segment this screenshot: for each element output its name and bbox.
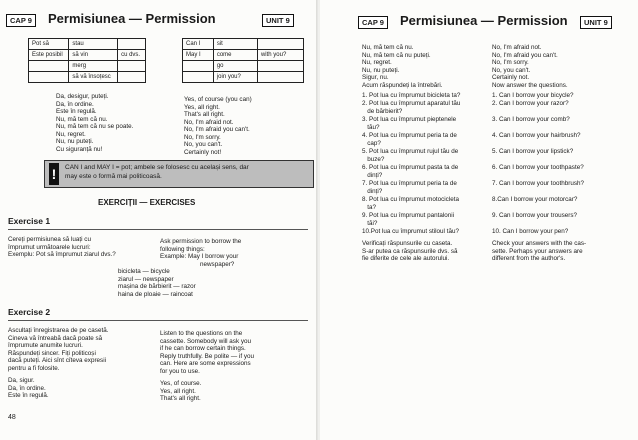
question-line: tău? — [362, 124, 380, 131]
note-banner — [44, 160, 314, 188]
instruction-line: Cereți permisiunea să luați cu — [8, 236, 91, 243]
intro-line: No, I'm sorry. — [492, 59, 529, 66]
reply-line: Este în regulă. — [56, 108, 97, 115]
exclamation-icon: ! — [49, 163, 59, 185]
question-line: 10.Pot lua cu împrumut stiloul tău? — [362, 228, 459, 235]
grid-cell: să vin — [69, 50, 118, 61]
grid-cell: come — [213, 50, 257, 61]
question-line: 6. Pot lua cu împrumut pasta ta de — [362, 164, 459, 171]
question-line: 8.Can I borrow your motorcar? — [492, 196, 578, 203]
check-line: S-ar putea ca răspunsurile dvs. să — [362, 247, 458, 255]
reply-line: No, I'm afraid not. — [184, 118, 234, 126]
grid-cell: sit — [213, 39, 257, 50]
reply-line: That's all right. — [184, 111, 225, 118]
check-line: different from the author's. — [492, 255, 566, 262]
question-line: 3. Can I borrow your comb? — [492, 116, 570, 123]
instruction-line: pentru a fi folosite. — [8, 364, 60, 372]
note-line: may este o formă mai politicoasă. — [65, 173, 162, 180]
instruction-line: împrumute anumite lucruri. — [8, 342, 83, 349]
check-line: sette. Perhaps your answers are — [492, 247, 583, 255]
instruction-line: following things: — [160, 245, 205, 253]
reply-line: No, you can't. — [184, 141, 223, 148]
intro-line: No, I'm afraid not. — [492, 44, 542, 51]
romanian-phrase-grid — [28, 38, 146, 83]
instruction-line: Listen to the questions on the — [160, 330, 243, 337]
check-line: Check your answers with the cas- — [492, 240, 587, 247]
reply-line: Cu siguranță nu! — [56, 145, 103, 153]
question-line: 1. Can I borrow your bicycle? — [492, 92, 574, 99]
answer-line: Este în regulă. — [8, 392, 49, 399]
instruction-line: Ascultați înregistrarea de pe casetă. — [8, 327, 109, 334]
grid-cell — [183, 72, 214, 83]
question-line: dinți? — [362, 172, 383, 179]
instruction-line: newspaper? — [200, 260, 235, 268]
question-line: dinți? — [362, 188, 383, 195]
grid-cell: merg — [69, 61, 118, 72]
instruction-line: for you to use. — [160, 367, 200, 375]
question-line: 4. Can I borrow your hairbrush? — [492, 132, 581, 139]
instruction-line: if he can borrow certain things. — [160, 345, 246, 352]
instruction-line: Example: May I borrow your — [160, 253, 239, 260]
vocab-item: haina de ploaie — raincoat — [118, 290, 193, 298]
vocab-item: bicicleta — bicycle — [118, 268, 170, 275]
instruction-line: Acum răspundeți la întrebări. — [362, 82, 443, 89]
check-line: Verificați răspunsurile cu caseta. — [362, 240, 453, 247]
reply-line: Nu, mă tem că nu. — [56, 115, 108, 123]
instruction-line: Now answer the questions. — [492, 82, 568, 89]
grid-cell — [257, 61, 303, 72]
intro-line: Nu, mă tem că nu puteți. — [362, 51, 431, 59]
instruction-line: Răspundeți sincer. Fiți politicoși — [8, 349, 96, 357]
question-line: 9. Pot lua cu împrumut pantalonii — [362, 212, 455, 219]
instruction-line: cassette. Somebody will ask you — [160, 337, 251, 345]
question-line: ta? — [362, 204, 377, 211]
divider — [8, 229, 308, 230]
grid-cell: May I — [183, 50, 214, 61]
question-line: 7. Can I borrow your toothbrush? — [492, 180, 585, 187]
check-line: fie diferite de cele ale autorului. — [362, 255, 450, 262]
reply-line: No, I'm afraid you can't. — [184, 126, 250, 133]
question-line: 1. Pot lua cu împrumut bicicleta ta? — [362, 92, 461, 99]
vocab-item: mașina de bărbierit — razor — [118, 283, 196, 290]
reply-line: No, I'm sorry. — [184, 133, 221, 141]
grid-cell — [29, 72, 69, 83]
divider — [8, 320, 308, 321]
reply-line: Da, în ordine. — [56, 100, 94, 108]
reply-line: Nu, mă tem că nu se poate. — [56, 123, 134, 130]
grid-cell: Can I — [183, 39, 214, 50]
grid-cell — [257, 72, 303, 83]
grid-cell: join you? — [213, 72, 257, 83]
page-number: 48 — [8, 414, 16, 421]
grid-cell — [118, 39, 146, 50]
right-page — [320, 0, 638, 440]
intro-line: No, I'm afraid you can't. — [492, 51, 558, 59]
intro-line: Certainly not. — [492, 74, 530, 81]
grid-cell: go — [213, 61, 257, 72]
grid-cell — [29, 61, 69, 72]
instruction-line: dacă puteți. Aici sînt cîteva expresii — [8, 357, 107, 364]
reply-line: Yes, of course (you can) — [184, 96, 252, 103]
instruction-line: Cineva vă întreabă dacă poate să — [8, 334, 103, 342]
question-line: 2. Pot lua cu împrumut aparatul tău — [362, 100, 461, 107]
grid-cell: Pot să — [29, 39, 69, 50]
grid-cell: cu dvs. — [118, 50, 146, 61]
reply-line: Nu, nu puteți. — [56, 138, 94, 145]
grid-cell: with you? — [257, 50, 303, 61]
question-line: 5. Pot lua cu împrumut rujul tău de — [362, 148, 459, 155]
reply-line: Da, desigur, puteți. — [56, 93, 109, 100]
question-line: tăi? — [362, 220, 378, 227]
answer-line: Da, în ordine. — [8, 384, 46, 392]
question-line: 6. Can I borrow your toothpaste? — [492, 164, 584, 171]
question-line: 7. Pot lua cu împrumut peria ta de — [362, 180, 457, 187]
chapter-label: CAP 9 — [6, 14, 36, 27]
reply-line: Certainly not! — [184, 148, 222, 156]
instruction-line: împrumut următoarele lucruri: — [8, 243, 91, 251]
page-title: Permisiunea — Permission — [400, 13, 568, 28]
exercise-2-heading: Exercise 2 — [8, 307, 51, 317]
question-line: cap? — [362, 140, 381, 147]
question-line: 9. Can I borrow your trousers? — [492, 212, 578, 219]
exercise-1-heading: Exercise 1 — [8, 216, 51, 226]
question-line: de bărbierit? — [362, 108, 403, 115]
answer-line: Yes, of course. — [160, 380, 202, 387]
instruction-line: can. Here are some expressions — [160, 360, 251, 367]
exercises-heading: EXERCIȚII — EXERCISES — [98, 198, 196, 207]
intro-line: No, you can't. — [492, 66, 531, 74]
unit-label: UNIT 9 — [262, 14, 294, 27]
answer-line: That's all right. — [160, 395, 201, 402]
question-line: 3. Pot lua cu împrumut pieptenele — [362, 116, 457, 123]
grid-cell — [257, 39, 303, 50]
unit-label: UNIT 9 — [580, 16, 612, 29]
grid-cell: Este posibil — [29, 50, 69, 61]
answer-line: Da, sigur. — [8, 377, 35, 384]
english-phrase-grid — [182, 38, 304, 83]
reply-line: Nu, regret. — [56, 130, 86, 138]
answer-line: Yes, all right. — [160, 387, 196, 395]
question-line: 8. Pot lua cu împrumut motocicleta — [362, 196, 459, 203]
instruction-line: Reply truthfully. Be polite — if you — [160, 352, 255, 360]
note-line: CAN I and MAY I = pot; ambele se folosesc cu același sens, dar — [65, 164, 249, 171]
grid-cell: stau — [69, 39, 118, 50]
reply-line: Yes, all right. — [184, 103, 220, 111]
question-line: 2. Can I borrow your razor? — [492, 100, 569, 107]
question-line: 10. Can I borrow your pen? — [492, 228, 569, 235]
page-title: Permisiunea — Permission — [48, 11, 216, 26]
left-page — [0, 0, 318, 440]
grid-cell — [118, 72, 146, 83]
grid-cell: să vă însoțesc — [69, 72, 118, 83]
intro-line: Nu, regret. — [362, 59, 392, 66]
grid-cell — [183, 61, 214, 72]
question-line: 4. Pot lua cu împrumut peria ta de — [362, 132, 457, 139]
chapter-label: CAP 9 — [358, 16, 388, 29]
instruction-line: Exemplu: Pot să împrumut ziarul dvs.? — [8, 251, 116, 258]
instruction-line: Ask permission to borrow the — [160, 238, 242, 245]
vocab-item: ziarul — newspaper — [118, 275, 174, 283]
intro-line: Nu, mă tem că nu. — [362, 44, 414, 51]
grid-cell — [118, 61, 146, 72]
intro-line: Nu, nu puteți. — [362, 66, 400, 74]
question-line: 5. Can I borrow your lipstick? — [492, 148, 574, 155]
intro-line: Sigur, nu. — [362, 74, 389, 81]
question-line: buze? — [362, 156, 385, 163]
